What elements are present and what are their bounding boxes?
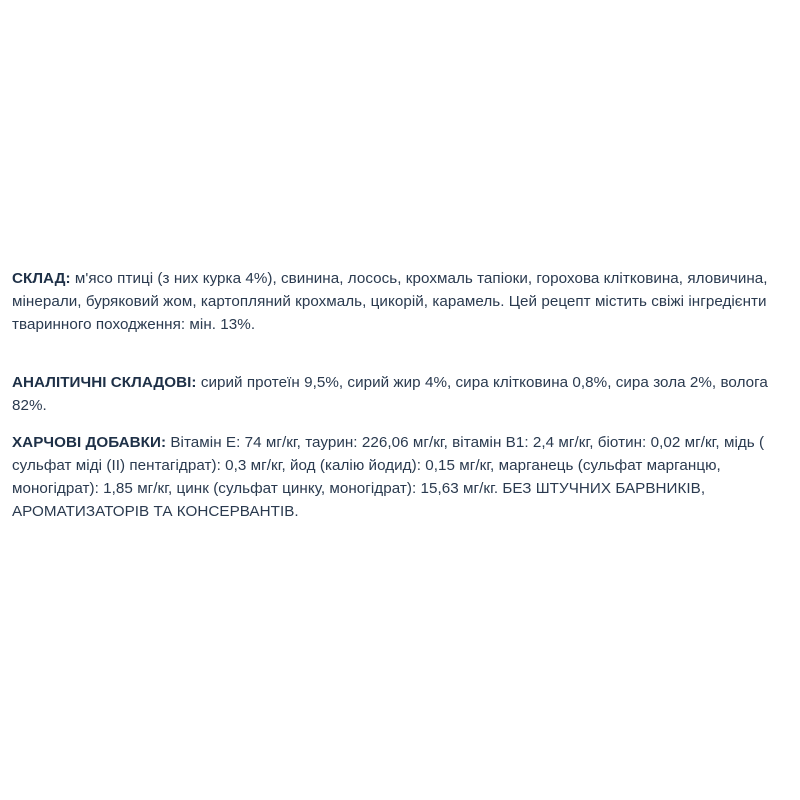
additives-label: ХАРЧОВІ ДОБАВКИ: — [12, 434, 167, 451]
composition-label: СКЛАД: — [12, 270, 71, 287]
analytical-paragraph — [12, 371, 796, 417]
composition-paragraph — [12, 267, 796, 336]
product-description — [12, 267, 796, 523]
analytical-label: АНАЛІТИЧНІ СКЛАДОВІ: — [12, 374, 197, 391]
additives-paragraph — [12, 431, 796, 523]
analytical-text: сирий протеїн 9,5%, сирий жир 4%, сира клітковина 0,8%, сира зола 2%, волога 82%. — [12, 374, 768, 414]
additives-text: Вітамін Е: 74 мг/кг, таурин: 226,06 мг/кг, вітамін В1: 2,4 мг/кг, біотин: 0,02 мг/кг, мідь ( сульфат міді (II) пентагідрат): 0,3 мг/кг, йод (калію йодид): 0,15 мг/кг, марганець (сульфат марганцю, моногідрат): 1,85 мг/кг, цинк (сульфат цинку, моногідрат): 15,63 мг/кг. БЕЗ ШТУЧНИХ БАРВНИКІВ, АРОМАТИЗАТОРІВ ТА КОНСЕРВАНТІВ. — [12, 434, 765, 520]
composition-text: м'ясо птиці (з них курка 4%), свинина, лосось, крохмаль тапіоки, горохова клітковина, яловичина, мінерали, буряковий жом, картопляний крохмаль, цикорій, карамель. Цей рецепт містить свіжі інгредієнти тваринного походження: мін. 13%. — [12, 270, 768, 333]
